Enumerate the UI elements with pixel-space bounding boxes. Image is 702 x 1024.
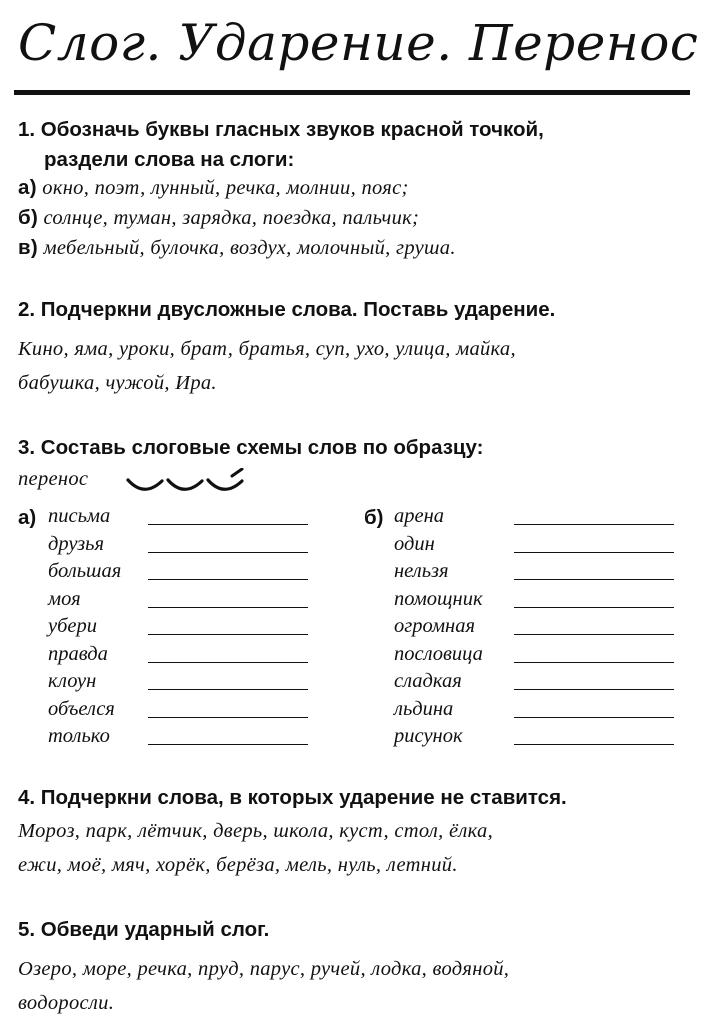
scheme-word: огромная (394, 615, 475, 637)
scheme-row (48, 588, 308, 612)
title-underline (14, 90, 690, 95)
scheme-row (48, 533, 308, 557)
task2-heading: 2. Подчеркни двусложные слова. Поставь ударение. (18, 298, 556, 321)
scheme-word: моя (48, 587, 81, 610)
answer-line[interactable] (148, 662, 308, 663)
answer-line[interactable] (514, 689, 674, 690)
scheme-row (394, 533, 674, 557)
scheme-row (394, 670, 674, 694)
task4-words-line1: Мороз, парк, лётчик, дверь, школа, куст, стол, ёлка, (18, 820, 493, 842)
item-marker: в) (18, 236, 39, 259)
scheme-row (394, 588, 674, 612)
scheme-row (48, 725, 308, 749)
task1-heading-line2: раздели слова на слоги: (44, 148, 295, 171)
answer-line[interactable] (514, 662, 674, 663)
scheme-word: сладкая (394, 670, 462, 692)
task1-item-b (18, 206, 419, 230)
task4-words-line2: ежи, моё, мяч, хорёк, берёза, мель, нуль, летний. (18, 854, 458, 876)
scheme-word: объелся (48, 697, 115, 720)
scheme-word: клоун (48, 670, 97, 692)
item-words: мебельный, булочка, воздух, молочный, груша. (43, 237, 456, 259)
scheme-word: помощник (394, 587, 483, 610)
scheme-row (394, 560, 674, 584)
task1-item-c (18, 236, 456, 260)
page-title: Слог. Ударение. Перенос (18, 14, 699, 72)
answer-line[interactable] (148, 634, 308, 635)
scheme-row (48, 615, 308, 639)
scheme-word: только (48, 725, 110, 747)
task3-example-word: перенос (18, 468, 89, 490)
column-a-marker: а) (18, 506, 37, 529)
scheme-row (394, 615, 674, 639)
task4-heading: 4. Подчеркни слова, в которых ударение не ставится. (18, 786, 567, 809)
item-words: солнце, туман, зарядка, поездка, пальчик; (43, 207, 420, 229)
syllable-scheme-example (124, 468, 254, 498)
scheme-row (394, 643, 674, 667)
scheme-word: арена (394, 505, 445, 527)
answer-line[interactable] (514, 607, 674, 608)
task5-words-line2: водоросли. (18, 992, 115, 1014)
scheme-row (48, 698, 308, 722)
scheme-word: рисунок (394, 725, 463, 747)
column-b-marker: б) (364, 506, 384, 529)
answer-line[interactable] (514, 524, 674, 525)
answer-line[interactable] (148, 552, 308, 553)
answer-line[interactable] (514, 717, 674, 718)
task1-heading-line1: 1. Обозначь буквы гласных звуков красной точкой, (18, 118, 544, 141)
answer-line[interactable] (148, 607, 308, 608)
scheme-row (48, 643, 308, 667)
scheme-word: письма (48, 505, 111, 527)
answer-line[interactable] (514, 744, 674, 745)
scheme-word: правда (48, 642, 108, 665)
scheme-row (48, 560, 308, 584)
scheme-row (48, 670, 308, 694)
answer-line[interactable] (148, 744, 308, 745)
item-words: окно, поэт, лунный, речка, молнии, пояс; (42, 177, 409, 199)
task5-words-line1: Озеро, море, речка, пруд, парус, ручей, лодка, водяной, (18, 958, 510, 980)
scheme-row (394, 698, 674, 722)
scheme-row (394, 725, 674, 749)
scheme-word: друзья (48, 532, 105, 555)
answer-line[interactable] (148, 524, 308, 525)
answer-line[interactable] (514, 552, 674, 553)
answer-line[interactable] (148, 689, 308, 690)
scheme-row (394, 505, 674, 529)
scheme-word: один (394, 532, 435, 555)
item-marker: а) (18, 176, 37, 199)
task3-heading: 3. Составь слоговые схемы слов по образцу: (18, 436, 484, 459)
scheme-word: убери (48, 615, 98, 637)
task5-heading: 5. Обведи ударный слог. (18, 918, 270, 941)
task2-words-line2: бабушка, чужой, Ира. (18, 372, 217, 394)
scheme-row (48, 505, 308, 529)
answer-line[interactable] (148, 717, 308, 718)
scheme-word: льдина (394, 697, 454, 720)
answer-line[interactable] (148, 579, 308, 580)
scheme-word: пословица (394, 642, 483, 665)
task1-item-a (18, 176, 409, 200)
answer-line[interactable] (514, 634, 674, 635)
answer-line[interactable] (514, 579, 674, 580)
scheme-word: нельзя (394, 560, 449, 582)
scheme-word: большая (48, 560, 122, 582)
item-marker: б) (18, 206, 39, 229)
task2-words-line1: Кино, яма, уроки, брат, братья, суп, ухо, улица, майка, (18, 338, 516, 360)
